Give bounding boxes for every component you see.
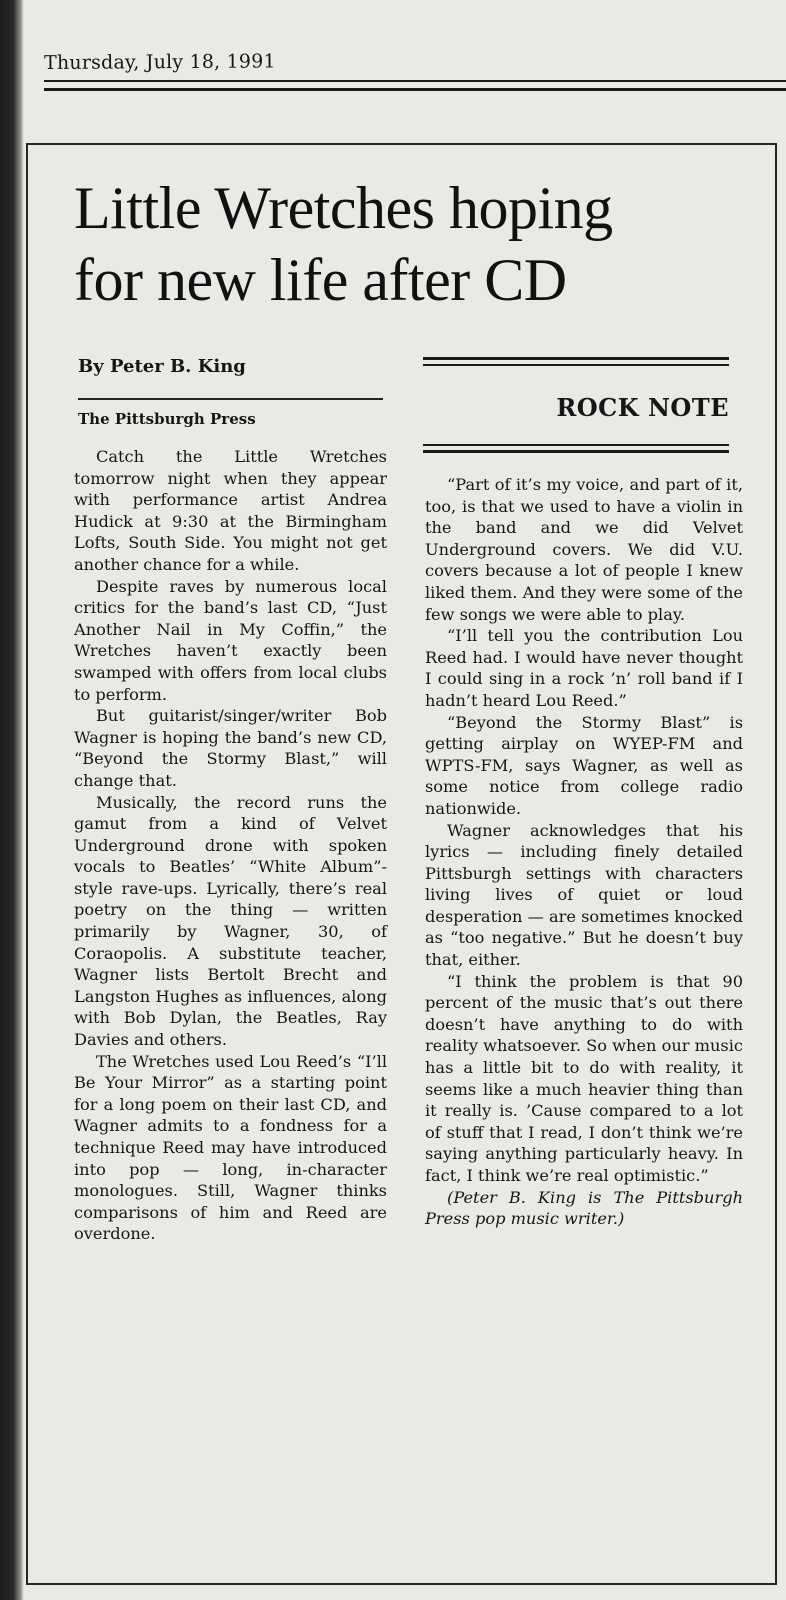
date-rule <box>44 88 786 91</box>
section-rule <box>423 364 729 366</box>
byline-rule <box>78 398 383 400</box>
source-credit: The Pittsburgh Press <box>78 410 256 428</box>
section-rule <box>423 357 729 360</box>
author-signoff: (Peter B. King is The Pittsburgh Press pop music writer.) <box>425 1187 743 1229</box>
article-column-right <box>425 474 743 1230</box>
paragraph: Despite raves by numerous local critics for the band’s last CD, “Just Another Nail in My Coffin,” the Wretches haven’t exactly been swamped with offers from local clubs to perform. <box>74 576 387 704</box>
headline-line-1: Little Wretches hoping <box>74 175 613 241</box>
paragraph: “I think the problem is that 90 percent of the music that’s out there doesn’t have anything to do with reality whatsoever. So when our music has a little bit to do with reality, it seems like a much heavier thing than it really is. ’Cause compared to a lot of stuff that I read, I don’t think we’re saying anything particularly heavy. In fact, I think we’re real optimistic.” <box>425 971 743 1185</box>
section-rule <box>423 444 729 446</box>
paragraph: “Part of it’s my voice, and part of it, too, is that we used to have a violin in the band and we did Velvet Underground covers. We did V.U. covers because a lot of people I knew liked them. And they were some of the few songs we were able to play. <box>425 475 743 624</box>
byline: By Peter B. King <box>78 356 246 377</box>
paragraph: Catch the Little Wretches tomorrow night when they appear with performance artist Andrea Hudick at 9:30 at the Birmingham Lofts, South Side. You might not get another chance for a while. <box>74 447 387 574</box>
article-column-left <box>74 446 387 1245</box>
paragraph: “I’ll tell you the contribution Lou Reed had. I would have never thought I could sing in a rock ’n’ roll band if I hadn’t heard Lou Reed.” <box>425 626 743 710</box>
section-rule <box>423 450 729 453</box>
paragraph: But guitarist/singer/writer Bob Wagner is hoping the band’s new CD, “Beyond the Stormy Blast,” will change that. <box>74 706 387 790</box>
paragraph: Wagner acknowledges that his lyrics — including finely detailed Pittsburgh settings with characters living lives of quiet or loud desperation — are sometimes knocked as “too negative.” But he doesn’t buy that, either. <box>425 820 743 970</box>
page-edge-shadow <box>0 0 24 1600</box>
date-rule <box>44 80 786 82</box>
paragraph: Musically, the record runs the gamut from a kind of Velvet Underground drone with spoken vocals to Beatles’ “White Album”-style rave-ups. Lyrically, there’s real poetry on the thing — written primarily by Wagner, 30, of Coraopolis. A substitute teacher, Wagner lists Bertolt Brecht and Langston Hughes as influences, along with Bob Dylan, the Beatles, Ray Davies and others. <box>74 792 387 1050</box>
paragraph: The Wretches used Lou Reed’s “I’ll Be Your Mirror” as a starting point for a long poem on their last CD, and Wagner admits to a fondness for a technique Reed may have introduced into pop — long, in-character monologues. Still, Wagner thinks comparisons of him and Reed are overdone. <box>74 1051 387 1244</box>
dateline: Thursday, July 18, 1991 <box>44 50 276 74</box>
headline <box>74 172 764 316</box>
paragraph: “Beyond the Stormy Blast” is getting airplay on WYEP-FM and WPTS-FM, says Wagner, as well as some notice from college radio nationwide. <box>425 712 743 818</box>
headline-line-2: for new life after CD <box>74 247 567 313</box>
section-label: ROCK NOTE <box>556 393 729 422</box>
